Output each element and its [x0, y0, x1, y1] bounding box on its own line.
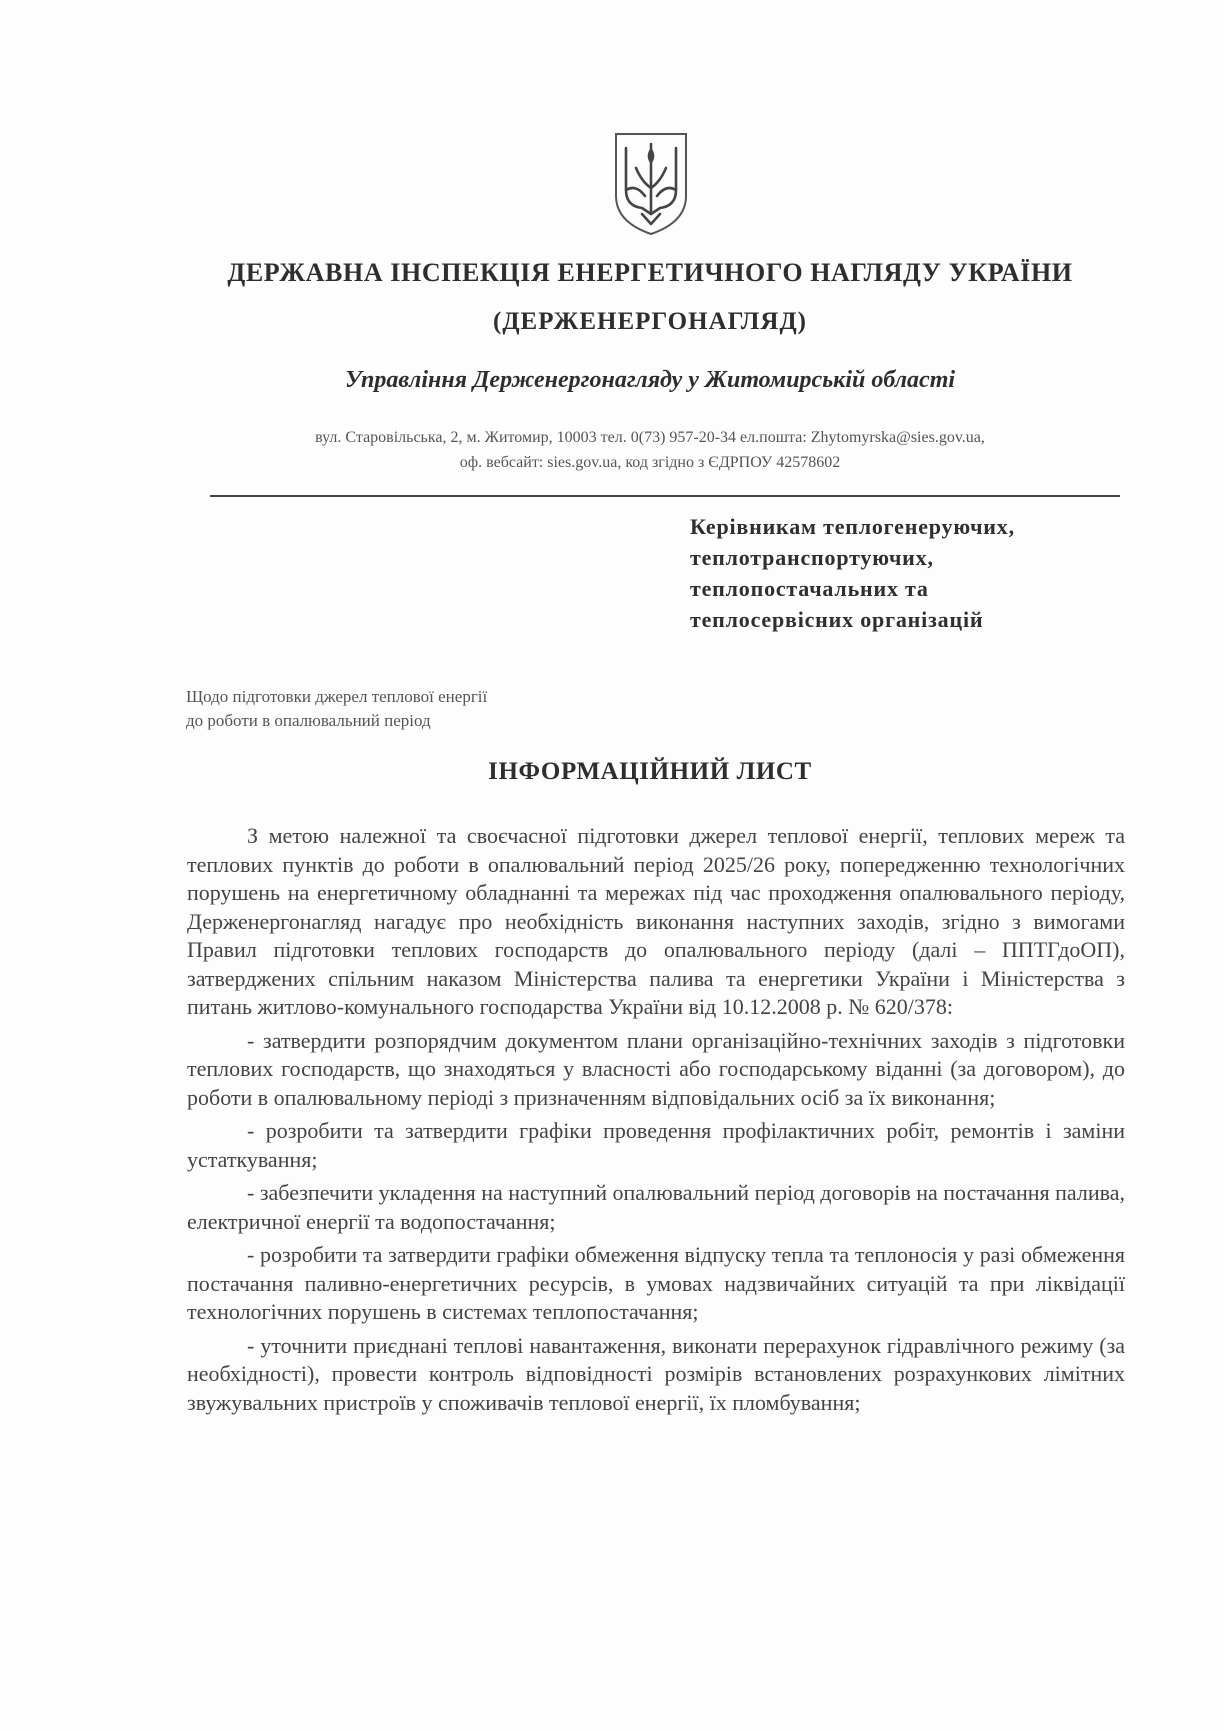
recipient-block	[690, 511, 1130, 635]
list-item: - уточнити приєднані теплові навантаження, виконати перерахунок гідравлічного режиму (за необхідності), провести контроль відповідності розмірів встановлених розрахункових лімітних звужувальних пристроїв у споживачів теплової енергії, їх пломбування;	[187, 1332, 1125, 1415]
organization-abbreviation: (ДЕРЖЕНЕРГОНАГЛЯД)	[493, 308, 807, 335]
document-body	[187, 822, 1125, 1417]
intro-paragraph: З метою належної та своєчасної підготовки джерел теплової енергії, теплових мереж та теплових пунктів до роботи в опалювальний період 2025/26 року, попередженню технологічних порушень на енергетичному обладнанні та мережах під час проходження опалювального періоду, Держенергонагляд нагадує про необхідність виконання наступних заходів, згідно з вимогами Правил підготовки теплових господарств до опалювального періоду (далі – ППТГдоОП), затверджених спільним наказом Міністерства палива та енергетики України і Міністерства з питань житлово-комунального господарства України від 10.12.2008 р. № 620/378:	[187, 823, 1125, 1019]
contacts-line: оф. вебсайт: sies.gov.ua, код згідно з ЄДРПОУ 42578602	[459, 454, 841, 471]
header-divider	[210, 495, 1120, 497]
subject-block	[186, 685, 686, 733]
recipient-line: теплопостачальних та	[690, 576, 929, 601]
organization-division: Управління Держенергонагляду у Житомирській області	[344, 367, 956, 393]
trident-coat-of-arms-icon	[612, 130, 690, 238]
list-item: - розробити та затвердити графіки обмеження відпуску тепла та теплоносія у разі обмеження постачання паливно-енергетичних ресурсів, в умовах надзвичайних ситуацій та при ліквідації технологічних порушень в системах теплопостачання;	[187, 1242, 1125, 1324]
subject-line: до роботи в опалювальний період	[186, 711, 431, 730]
list-item: - затвердити розпорядчим документом плани організаційно-технічних заходів з підготовки теплових господарств, що знаходяться у власності або господарському віданні (за договором), до роботи в опалювальному періоді з призначенням відповідальних осіб за їх виконання;	[187, 1027, 1125, 1110]
recipient-line: Керівникам теплогенеруючих,	[690, 514, 1015, 539]
contacts-block	[150, 425, 1150, 475]
recipient-line: теплосервісних організацій	[690, 607, 984, 632]
document-title: ІНФОРМАЦІЙНИЙ ЛИСТ	[488, 758, 812, 785]
list-item: - розробити та затвердити графіки проведення профілактичних робіт, ремонтів і заміни устаткування;	[187, 1118, 1125, 1172]
subject-line: Щодо підготовки джерел теплової енергії	[186, 687, 488, 706]
organization-title: ДЕРЖАВНА ІНСПЕКЦІЯ ЕНЕРГЕТИЧНОГО НАГЛЯДУ УКРАЇНИ	[227, 258, 1073, 287]
recipient-line: теплотранспортуючих,	[690, 545, 934, 570]
list-item: - забезпечити укладення на наступний опалювальний період договорів на постачання палива, електричної енергії та водопостачання;	[187, 1180, 1125, 1234]
contacts-line: вул. Старовільська, 2, м. Житомир, 10003 тел. 0(73) 957-20-34 ел.пошта: Zhytomyrska@sies.gov.ua,	[315, 429, 985, 446]
